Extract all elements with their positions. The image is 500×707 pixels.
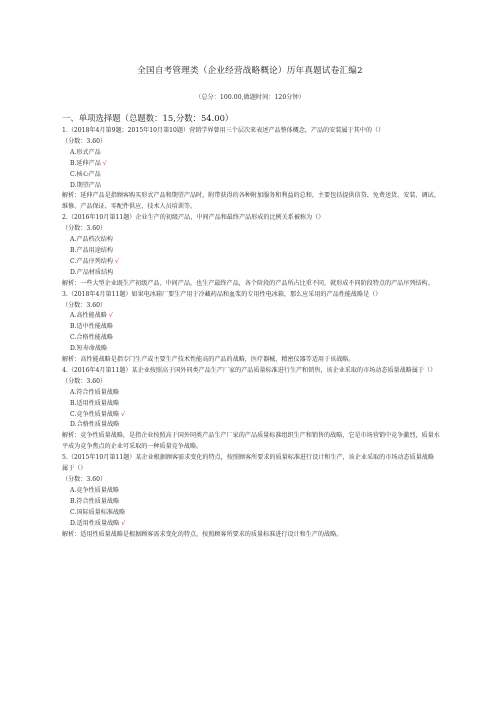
question-stem: 1.（2018年4月第9题；2015年10月第10题）营销学界曾用三个层次来表述产品整体概念，产品的安装属于其中的（）: [62, 127, 385, 134]
answer-option: D.期望产品: [70, 181, 101, 189]
correct-checkmark-icon: √: [108, 312, 113, 320]
question-item: [62, 213, 440, 289]
answer-option: D.短寿命战略: [70, 345, 108, 353]
answer-option: D.适用性质量战略 √: [70, 519, 126, 527]
correct-checkmark-icon: √: [121, 519, 126, 527]
answer-option: B.符合性质量战略: [70, 497, 120, 505]
question-explanation: 解析：适用性质量战略是根据顾客需求变化的特点，按照顾客所要求的质量标准进行设计和生产的战略。: [62, 530, 343, 538]
question-score: （分数：3.60）: [62, 225, 107, 233]
question-item: [62, 126, 440, 213]
answer-option: B.产品用途结构: [70, 246, 113, 254]
answer-option: A.产品档次结构: [70, 236, 113, 244]
answer-option: D.合格性质量战略: [70, 421, 120, 429]
question-score: （分数：3.60）: [62, 137, 107, 145]
question-stem: 3.（2018年4月第11题）如果电冰箱厂要生产用于冷藏药品和血浆的专用性电冰箱，那么应采用的产品性能战略是（）: [62, 290, 382, 298]
correct-checkmark-icon: √: [102, 159, 107, 167]
question-score: （分数：3.60）: [62, 476, 107, 483]
answer-option: A.竞争性质量战略: [70, 486, 119, 494]
question-explanation: 解析：高性能战略是指专门生产或主要生产技术性能高的产品的战略，医疗器械、精密仪器等适用于该战略。: [62, 356, 355, 364]
question-list: [62, 126, 440, 540]
answer-option: C.竞争性质量战略 √: [70, 410, 125, 418]
answer-option: A.符合性质量战略: [70, 388, 119, 396]
answer-option: C.国际质量标准战略: [70, 508, 126, 516]
answer-option: C.合格性能战略: [70, 334, 113, 342]
question-score: （分数：3.60）: [62, 301, 107, 309]
question-stem: 4.（2016年4月第11题）某企业按照高于国外同类产品生产厂家的产品质量标准进行生产和销售，该企业采取的市场动态质量战略属于（）: [62, 366, 437, 374]
question-item: [62, 453, 440, 540]
question-explanation: 解析：一些大型企业既生产初级产品、中间产品，也生产最终产品，各个阶段的产品所占比重不同，就形成不同阶段特点的产品序列结构。: [62, 279, 434, 287]
question-explanation: 解析：竞争性质量战略，是指企业按照高于国外同类产品生产厂家的产品质量标准组织生产和销售的战略，它是市场营销中竞争激烈，质量水平成为竞争焦点的企业可采取的一种质量竞争战略。: [62, 432, 440, 451]
correct-checkmark-icon: √: [121, 410, 125, 418]
answer-option: A.高性能战略 √: [70, 312, 113, 320]
answer-option: C.核心产品: [70, 170, 101, 178]
answer-option: A.形式产品: [70, 148, 101, 156]
exam-meta: （总分：100.00,做题时间：120分钟）: [195, 94, 305, 101]
question-item: [62, 366, 440, 453]
correct-checkmark-icon: √: [114, 257, 119, 265]
document-title: 全国自考管理类（企业经营战略概论）历年真题试卷汇编2: [137, 66, 363, 76]
answer-option: D.产品材质结构: [70, 268, 114, 276]
question-stem: 2.（2016年10月第11题）企业生产的初级产品，中间产品和最终产品形成的比例关系被称为（）: [62, 214, 325, 222]
question-explanation: 解析：延伸产品是指顾客购买形式产品和期望产品时，附带获得的各种附加服务和利益的总和，主要包括提供信贷、免费送货、安装、调试、维修、产品保证、零配件供应、技术人员培训等。: [62, 192, 440, 211]
answer-option: B.适中性能战略: [70, 323, 113, 331]
answer-option: B.延伸产品 √: [70, 159, 107, 167]
question-stem: 5.（2015年10月第11题）某企业根据顾客需求变化的特点，按照顾客所要求的质量标准进行设计和生产，该企业采取的市场动态质量战略属于（）: [62, 454, 434, 473]
question-score: （分数：3.60）: [62, 377, 107, 385]
section-heading: 一、单项选择题（总题数：15,分数：54.00）: [62, 113, 234, 123]
answer-option: B.适用性质量战略: [70, 399, 120, 407]
question-item: [62, 290, 440, 366]
answer-option: C.产品序列结构 √: [70, 257, 119, 265]
